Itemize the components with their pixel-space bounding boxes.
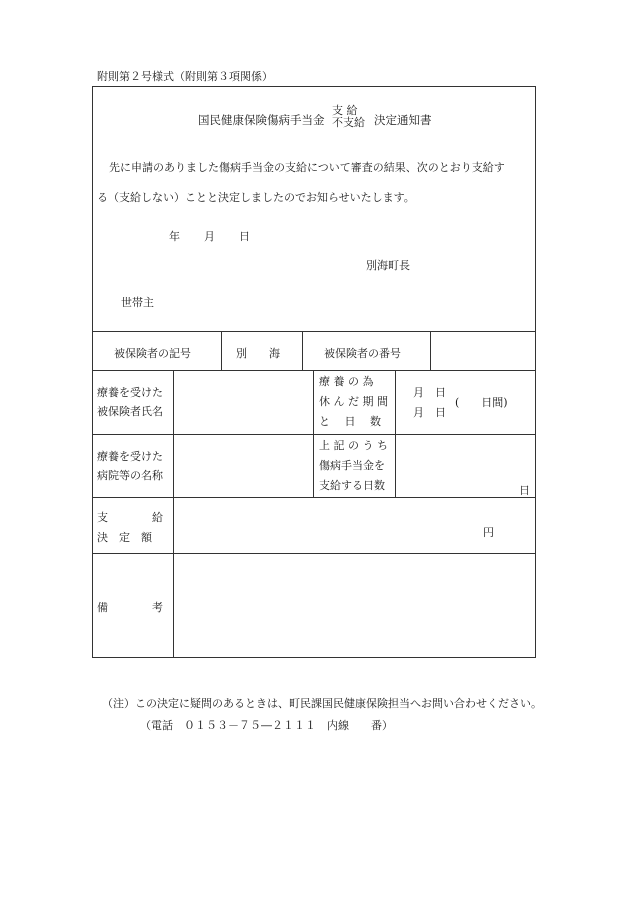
hospital-value[interactable]: [174, 435, 313, 497]
period-days: ( 日間): [455, 396, 508, 409]
form-number-label: 附則第２号様式（附則第３項関係）: [97, 70, 273, 83]
period-from: 月 日: [413, 386, 446, 399]
absence-period-label-line: 療 養 の 為: [319, 375, 374, 388]
insured-number-label: 被保険者の番号: [324, 347, 401, 360]
insured-symbol-value: 別 海: [236, 347, 280, 360]
absence-period-label-line: 休 ん だ 期 間: [319, 395, 388, 408]
notice-body: [97, 153, 532, 213]
amount-label-line: 支 給: [97, 511, 163, 524]
note-line2: （電話 ０１５３－７５―２１１１ 内線 番）: [140, 719, 393, 732]
amount-label: [97, 508, 163, 548]
table-rule: [395, 370, 396, 497]
remarks-value[interactable]: [174, 554, 535, 657]
hospital-label: [97, 447, 163, 485]
paid-days-label: [319, 436, 388, 496]
notice-body-line1: 先に申請のありました傷病手当金の支給について審査の結果、次のとおり支給す: [109, 161, 505, 174]
patient-name-value[interactable]: [174, 371, 313, 434]
paid-days-label-line: 支給する日数: [319, 479, 385, 492]
amount-label-line: 決 定 額: [97, 531, 152, 544]
paid-days-label-line: 傷病手当金を: [319, 459, 385, 472]
insured-symbol-label: 被保険者の記号: [114, 347, 191, 360]
table-rule: [92, 370, 536, 371]
title-option-pay: 支 給: [332, 104, 358, 117]
table-rule: [92, 434, 536, 435]
date-year: 年: [169, 230, 180, 243]
notice-body-line2: る（支給しない）ことと決定しましたのでお知らせいたします。: [97, 191, 415, 204]
title-option-nopay: 不支給: [332, 116, 365, 129]
date-month: 月: [204, 230, 215, 243]
recipient-label: 世帯主: [121, 296, 154, 309]
absence-period-label-line: と 日 数: [319, 415, 381, 428]
patient-name-label-line: 被保険者氏名: [97, 405, 163, 418]
table-rule: [92, 497, 536, 498]
paid-days-unit: 日: [519, 484, 530, 497]
table-rule: [221, 331, 222, 370]
title-option-stack: [332, 105, 365, 129]
title-prefix: 国民健康保険傷病手当金: [198, 113, 325, 127]
period-to: 月 日: [413, 406, 446, 419]
amount-unit: 円: [483, 526, 494, 539]
patient-name-label-line: 療養を受けた: [97, 386, 163, 399]
absence-period-label: [319, 372, 388, 432]
date-day: 日: [239, 230, 250, 243]
note-line1: （注）この決定に疑問のあるときは、町民課国民健康保険担当へお問い合わせください。: [102, 697, 542, 710]
table-rule: [313, 370, 314, 497]
patient-name-label: [97, 383, 163, 421]
title-suffix: 決定通知書: [374, 113, 432, 127]
remarks-label: 備 考: [97, 601, 163, 614]
insured-number-value[interactable]: [431, 332, 535, 370]
paid-days-label-line: 上 記 の う ち: [319, 439, 388, 452]
table-rule: [302, 331, 303, 370]
issuer-name: 別海町長: [366, 259, 410, 272]
hospital-label-line: 療養を受けた: [97, 450, 163, 463]
hospital-label-line: 病院等の名称: [97, 469, 163, 482]
